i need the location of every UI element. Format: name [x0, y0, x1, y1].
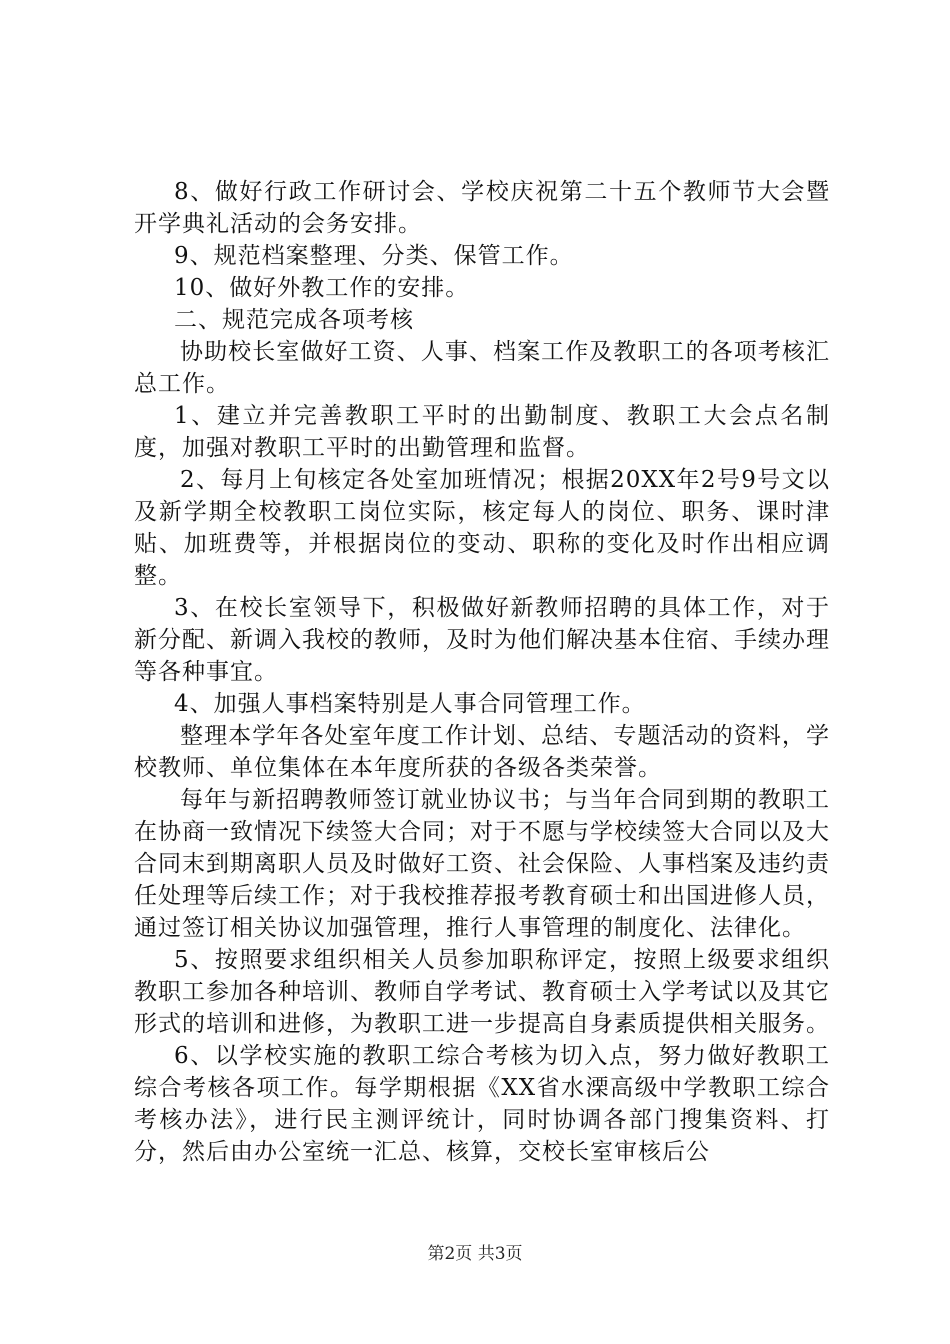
paragraph-item-10: 10、做好外教工作的安排。	[174, 275, 470, 301]
paragraph-archive-organize: 整理本学年各处室年度工作计划、总结、专题活动的资料，学校教师、单位集体在本年度所获的各级各类荣誉。	[134, 723, 830, 781]
page-number-footer: 第2页 共3页	[427, 1244, 523, 1264]
paragraph-item-8: 8、做好行政工作研讨会、学校庆祝第二十五个教师节大会暨开学典礼活动的会务安排。	[134, 179, 830, 237]
section-intro-paragraph: 协助校长室做好工资、人事、档案工作及教职工的各项考核汇总工作。	[134, 339, 830, 397]
document-body	[134, 176, 830, 1168]
paragraph-item-2: 2、每月上旬核定各处室加班情况；根据20XX年2号9号文以及新学期全校教职工岗位实际，核定每人的岗位、职务、课时津贴、加班费等，并根据岗位的变动、职称的变化及时作出相应调整。	[134, 467, 830, 589]
paragraph-item-3: 3、在校长室领导下，积极做好新教师招聘的具体工作，对于新分配、新调入我校的教师，及时为他们解决基本住宿、手续办理等各种事宜。	[134, 595, 830, 685]
section-heading-2: 二、规范完成各项考核	[174, 307, 414, 333]
paragraph-item-5: 5、按照要求组织相关人员参加职称评定，按照上级要求组织教职工参加各种培训、教师自学考试、教育硕士入学考试以及其它形式的培训和进修，为教职工进一步提高自身素质提供相关服务。	[134, 947, 830, 1037]
paragraph-item-9: 9、规范档案整理、分类、保管工作。	[174, 243, 574, 269]
paragraph-item-4: 4、加强人事档案特别是人事合同管理工作。	[174, 691, 646, 717]
paragraph-contract-management: 每年与新招聘教师签订就业协议书；与当年合同到期的教职工在协商一致情况下续签大合同；对于不愿与学校续签大合同以及大合同末到期离职人员及时做好工资、社会保险、人事档案及违约责任处理等后续工作；对于我校推荐报考教育硕士和出国进修人员，通过签订相关协议加强管理，推行人事管理的制度化、法律化。	[134, 787, 830, 941]
paragraph-item-6: 6、以学校实施的教职工综合考核为切入点，努力做好教职工综合考核各项工作。每学期根据《XX省水溧高级中学教职工综合考核办法》，进行民主测评统计，同时协调各部门搜集资料、打分，然后由办公室统一汇总、核算，交校长室审核后公	[134, 1043, 830, 1165]
paragraph-item-1: 1、建立并完善教职工平时的出勤制度、教职工大会点名制度，加强对教职工平时的出勤管理和监督。	[134, 403, 830, 461]
